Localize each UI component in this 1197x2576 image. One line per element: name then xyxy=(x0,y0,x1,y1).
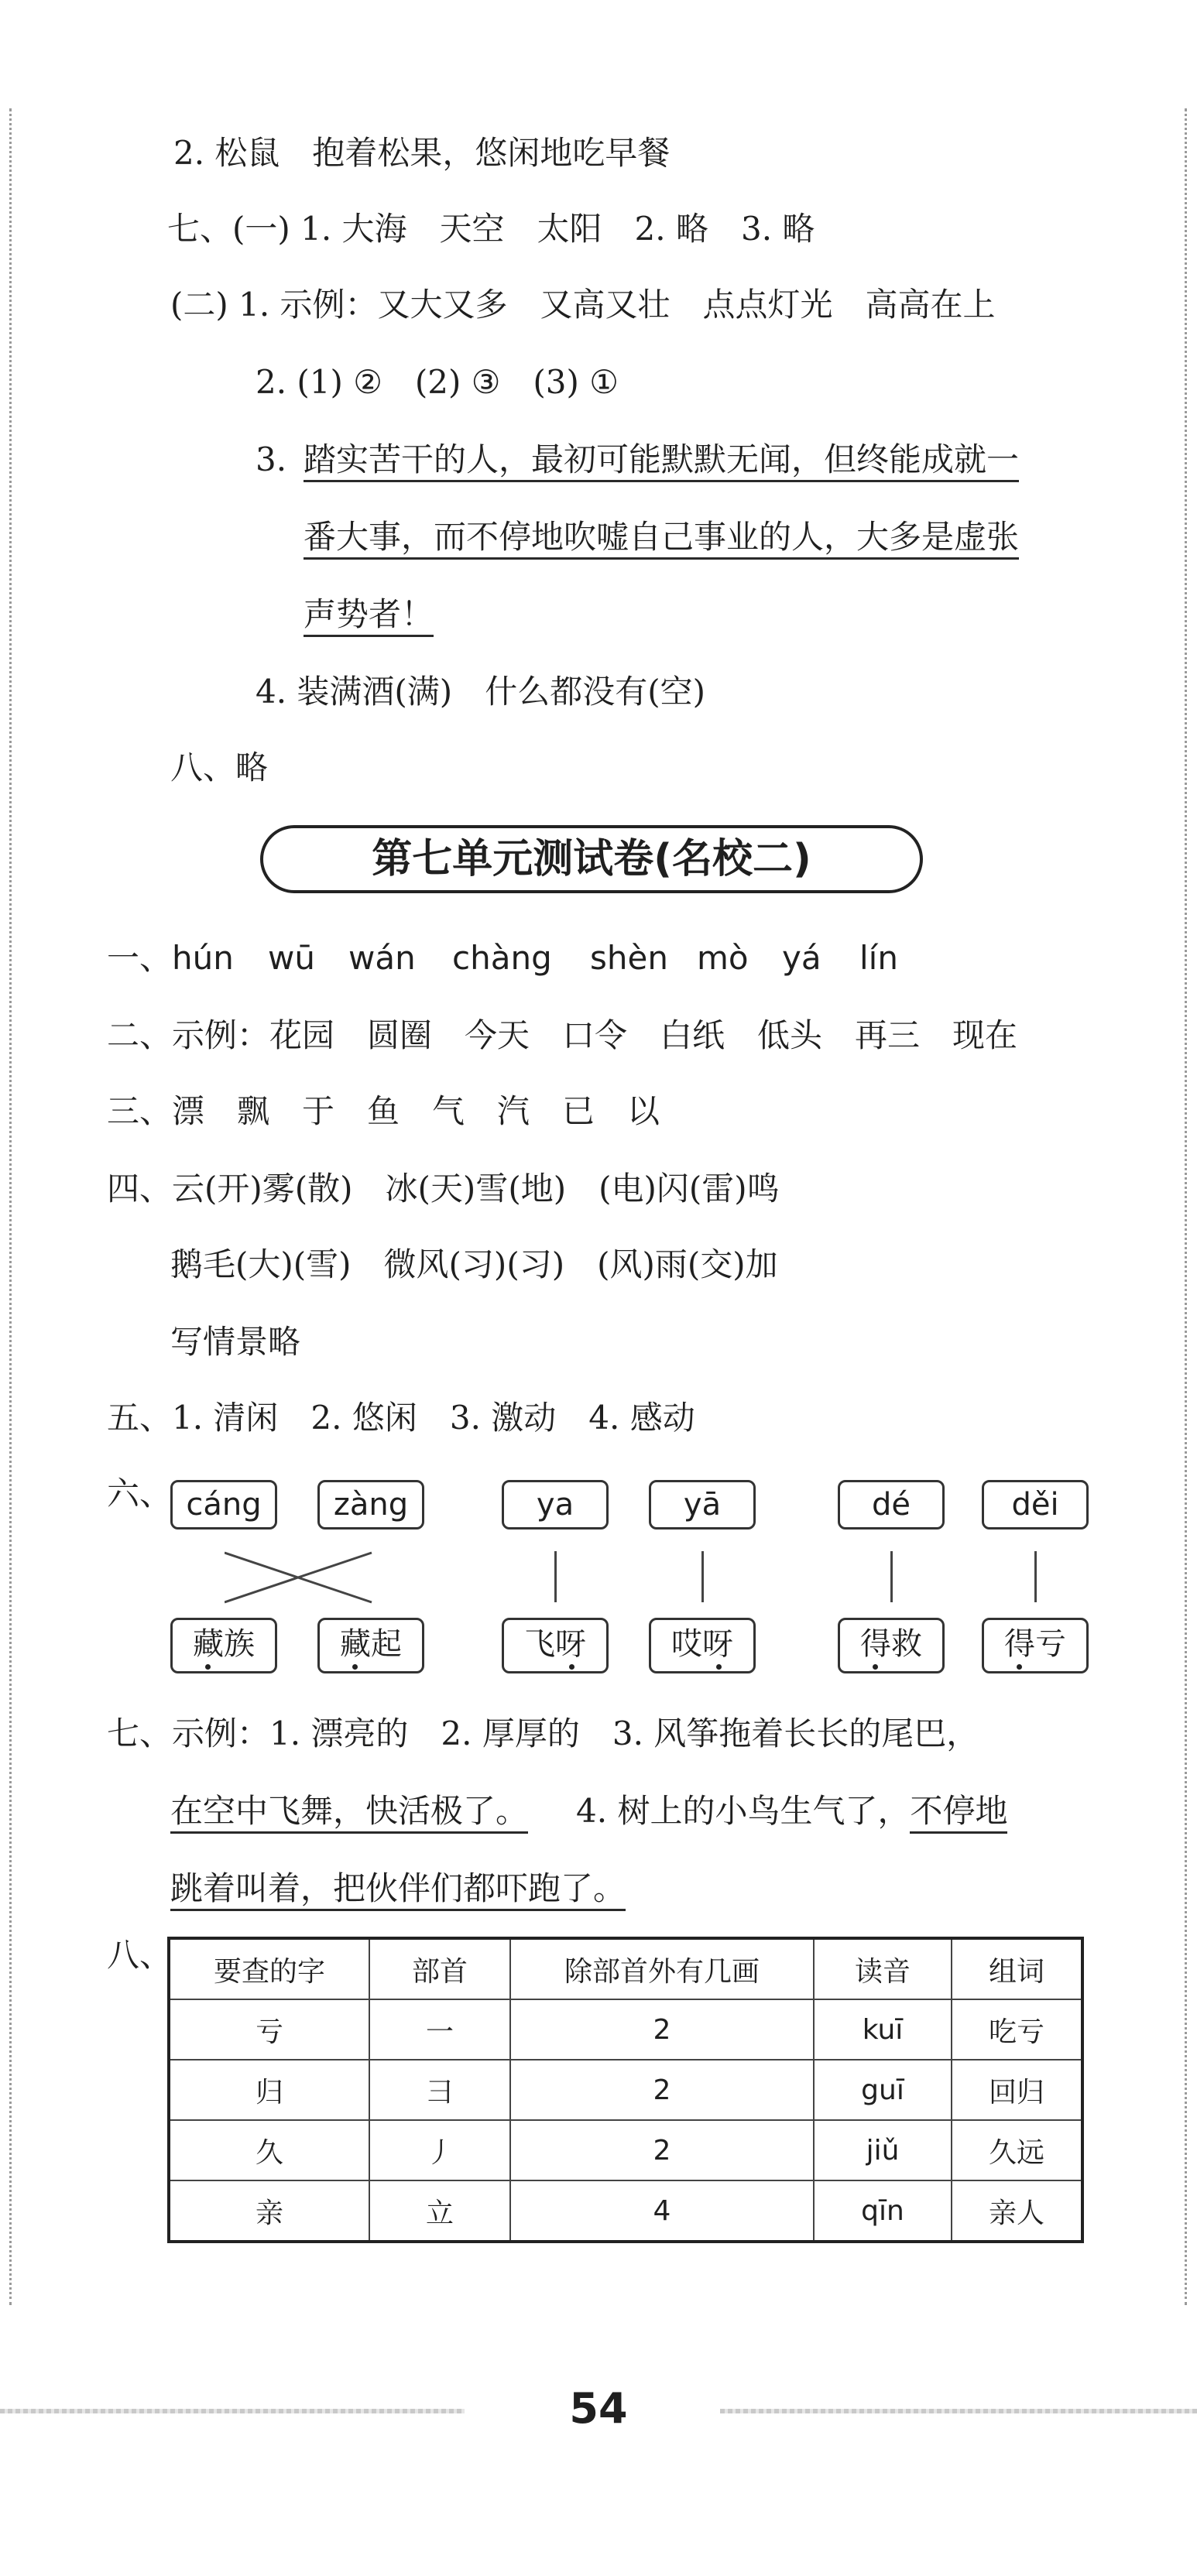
table-header: 要查的字 xyxy=(169,1938,369,1999)
table-cell: 彐 xyxy=(369,2060,510,2120)
word-box-cangqi: 藏起 xyxy=(317,1618,424,1673)
matching-cross-lines xyxy=(225,1551,379,1605)
pinyin-box-cang: cáng xyxy=(170,1480,277,1530)
table-cell: 丿 xyxy=(369,2120,510,2180)
table-cell: 亲 xyxy=(169,2180,369,2242)
emphasis-dot xyxy=(873,1664,878,1670)
emphasis-dot xyxy=(1017,1664,1022,1670)
answer-7-line3 xyxy=(170,1865,626,1912)
pinyin-7: yá xyxy=(782,939,821,977)
answer-7-part2-3-number: 3. xyxy=(256,440,287,478)
matching-line-ya1 xyxy=(701,1551,704,1602)
table-header-row xyxy=(169,1938,1082,1999)
pinyin-box-de: dé xyxy=(838,1480,945,1530)
dictionary-table xyxy=(167,1937,1084,2243)
table-row xyxy=(169,1999,1082,2060)
emphasis-dot xyxy=(205,1664,211,1670)
table-cell: 2 xyxy=(510,1999,814,2060)
table-cell: kuī xyxy=(814,1999,952,2060)
matching-line-dei xyxy=(1034,1551,1037,1602)
left-margin-dotted-line xyxy=(9,108,12,2305)
answer-7-item4: 4. 树上的小鸟生气了， xyxy=(576,1792,911,1830)
answer-7-part2-4: 4. 装满酒(满) 什么都没有(空) xyxy=(256,673,705,711)
table-cell: qīn xyxy=(814,2180,952,2242)
pinyin-4: chàng xyxy=(452,939,552,977)
table-header: 除部首外有几画 xyxy=(510,1938,814,1999)
pinyin-box-dei: děi xyxy=(982,1480,1089,1530)
table-cell: 2 xyxy=(510,2120,814,2180)
word-box-zangzu: 藏族 xyxy=(170,1618,277,1673)
matching-line-de xyxy=(890,1551,893,1602)
answer-7-line1: 七、示例：1. 漂亮的 2. 厚厚的 3. 风筝拖着长长的尾巴， xyxy=(107,1714,979,1752)
answer-7-part2-3-line1 xyxy=(304,437,1019,483)
emphasis-dot xyxy=(716,1664,722,1670)
answer-8-top: 八、略 xyxy=(170,748,269,786)
page-number: 54 xyxy=(569,2384,628,2433)
table-header: 部首 xyxy=(369,1938,510,1999)
pinyin-box-ya1: yā xyxy=(649,1480,756,1530)
pinyin-6: mò xyxy=(697,939,749,977)
table-cell: 立 xyxy=(369,2180,510,2242)
answer-4-line3: 写情景略 xyxy=(170,1323,301,1361)
underlined-text: 在空中飞舞，快活极了。 xyxy=(170,1792,528,1834)
answer-3: 三、漂 飘 于 鱼 气 汽 已 以 xyxy=(107,1092,660,1130)
table-row xyxy=(169,2060,1082,2120)
answer-4-line1: 四、云(开)雾(散) 冰(天)雪(地) (电)闪(雷)鸣 xyxy=(107,1170,780,1208)
underlined-text: 踏实苦干的人，最初可能默默无闻，但终能成就一 xyxy=(304,440,1019,482)
table-header: 读音 xyxy=(814,1938,952,1999)
answer-6-label: 六、 xyxy=(107,1475,173,1512)
answer-7-part2-3-line3 xyxy=(304,591,434,638)
footer-decorative-bar-right xyxy=(720,2409,1197,2413)
table-cell: 亏 xyxy=(169,1999,369,2060)
pinyin-8: lín xyxy=(859,939,898,977)
table-cell: 一 xyxy=(369,1999,510,2060)
answer-line-squirrel: 2. 松鼠 抱着松果，悠闲地吃早餐 xyxy=(173,134,671,172)
underlined-text: 跳着叫着，把伙伴们都吓跑了。 xyxy=(170,1869,626,1911)
answer-7-part2-line2: 2. (1) ② (2) ③ (3) ① xyxy=(256,363,619,401)
footer-decorative-bar-left xyxy=(0,2409,465,2413)
underlined-text: 番大事，而不停地吹嘘自己事业的人，大多是虚张 xyxy=(304,518,1019,560)
matching-line-ya xyxy=(554,1551,557,1602)
answer-4-line2: 鹅毛(大)(雪) 微风(习)(习) (风)雨(交)加 xyxy=(170,1245,778,1283)
table-cell: 4 xyxy=(510,2180,814,2242)
answer-8-label: 八、 xyxy=(107,1936,173,1974)
answer-7-part1: 七、(一) 1. 大海 天空 太阳 2. 略 3. 略 xyxy=(167,210,815,248)
table-cell: 吃亏 xyxy=(952,1999,1082,2060)
pinyin-box-zang: zàng xyxy=(317,1480,424,1530)
answer-2: 二、示例：花园 圆圈 今天 口令 白纸 低头 再三 现在 xyxy=(107,1016,1018,1054)
word-box-feiya: 飞呀 xyxy=(502,1618,609,1673)
section-title: 第七单元测试卷(名校二) xyxy=(260,825,923,893)
underlined-text: 声势者！ xyxy=(304,595,434,637)
pinyin-2: wū xyxy=(268,939,315,977)
word-box-deikui: 得亏 xyxy=(982,1618,1089,1673)
word-box-aiya: 哎呀 xyxy=(649,1618,756,1673)
table-cell: 久远 xyxy=(952,2120,1082,2180)
answer-7-part2-line1: (二) 1. 示例：又大又多 又高又壮 点点灯光 高高在上 xyxy=(170,286,996,324)
pinyin-5: shèn xyxy=(590,939,668,977)
underlined-text: 不停地 xyxy=(910,1792,1007,1834)
right-margin-dotted-line xyxy=(1185,108,1187,2305)
table-cell: 久 xyxy=(169,2120,369,2180)
pinyin-1: hún xyxy=(172,939,234,977)
answer-5: 五、1. 清闲 2. 悠闲 3. 激动 4. 感动 xyxy=(107,1399,695,1437)
table-row xyxy=(169,2120,1082,2180)
table-cell: jiǔ xyxy=(814,2120,952,2180)
pinyin-3: wán xyxy=(348,939,416,977)
answer-1-label: 一、 xyxy=(107,939,173,977)
table-row xyxy=(169,2180,1082,2242)
emphasis-dot xyxy=(352,1664,358,1670)
answer-7-part2-3-line2 xyxy=(304,514,1019,560)
emphasis-dot xyxy=(569,1664,574,1670)
table-header: 组词 xyxy=(952,1938,1082,1999)
table-cell: 归 xyxy=(169,2060,369,2120)
table-cell: 亲人 xyxy=(952,2180,1082,2242)
table-cell: 回归 xyxy=(952,2060,1082,2120)
table-cell: 2 xyxy=(510,2060,814,2120)
table-cell: guī xyxy=(814,2060,952,2120)
word-box-dejiu: 得救 xyxy=(838,1618,945,1673)
answer-7-line2 xyxy=(170,1788,1007,1834)
pinyin-box-ya: ya xyxy=(502,1480,609,1530)
